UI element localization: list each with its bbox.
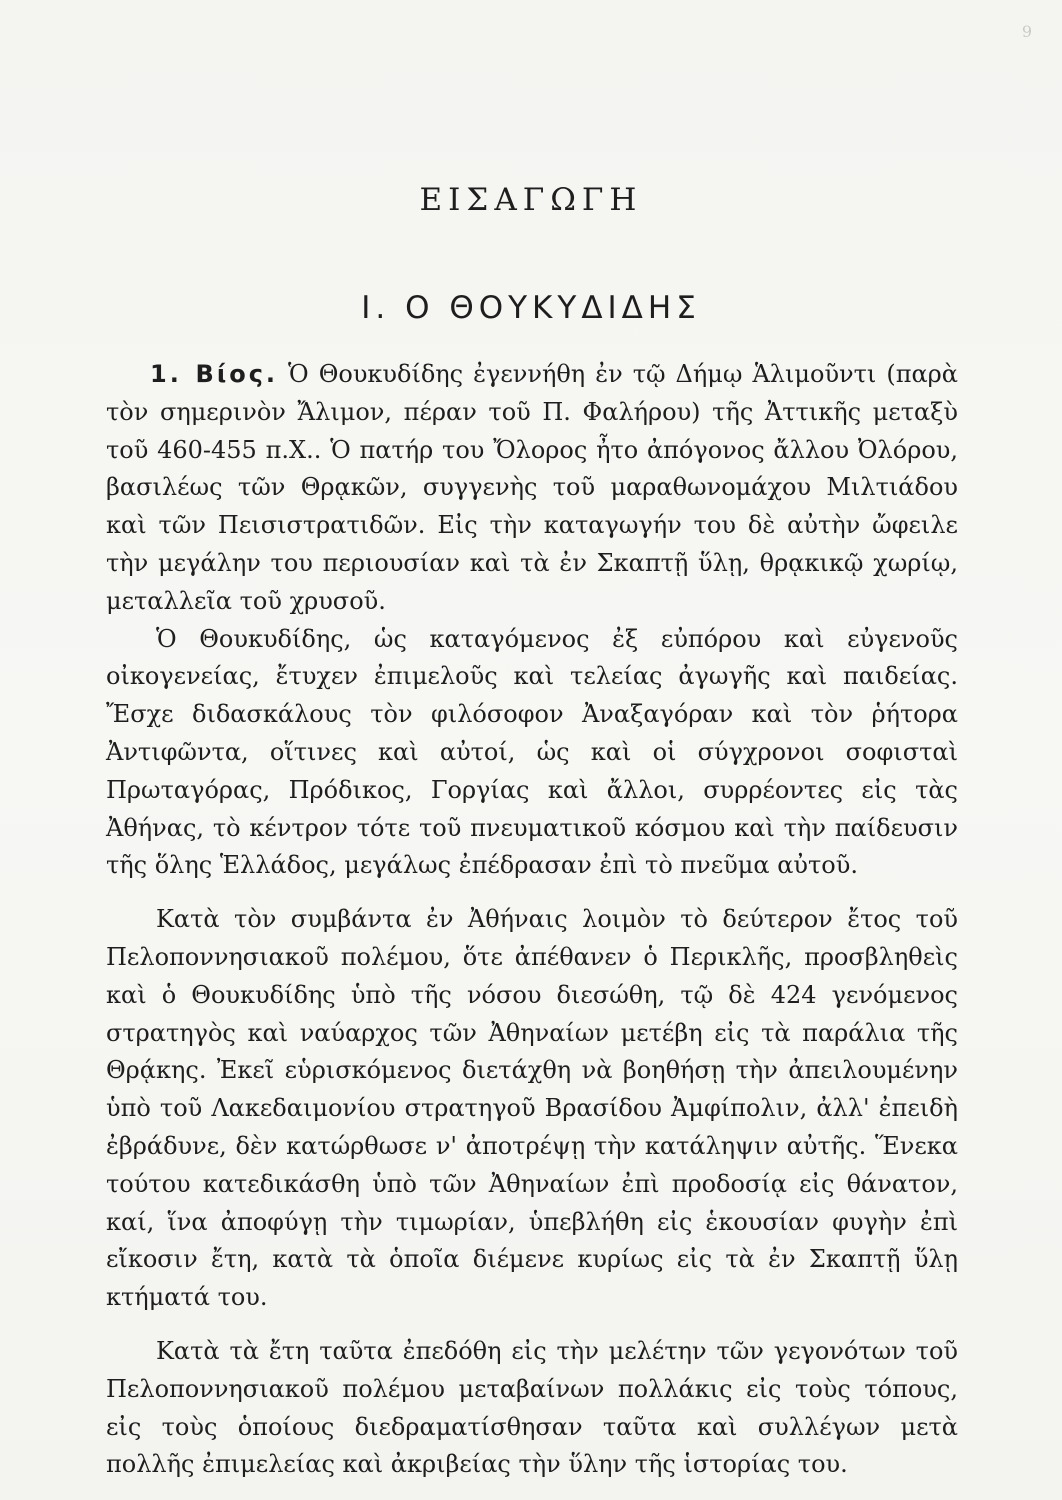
page-number: 9: [1021, 22, 1032, 41]
body-text: [106, 356, 958, 1484]
paragraph-research: [106, 1333, 958, 1484]
section-title: ΕΙΣΑΓΩΓΗ: [419, 182, 643, 218]
paragraph-text: Κατὰ τὸν συμβάντα ἐν Ἀθήναις λοιμὸν τὸ δεύτερον ἔτος τοῦ Πελοποννησιακοῦ πολέμου, ὅτε ἀπέθανεν ὁ Περικλῆς, προσβληθεὶς καὶ ὁ Θουκυδίδης ὑπὸ τῆς νόσου διεσώθη, τῷ δὲ 424 γενόμενος στρατηγὸς καὶ ναύαρχος τῶν Ἀθηναίων μετέβη εἰς τὰ παράλια τῆς Θρᾴκης. Ἐκεῖ εὑρισκόμενος διετάχθη νὰ βοηθήσῃ τὴν ἀπειλουμένην ὑπὸ τοῦ Λακεδαιμονίου στρατηγοῦ Βρασίδου Ἀμφίπολιν, ἀλλ' ἐπειδὴ ἐβράδυνε, δὲν κατώρθωσε ν' ἀποτρέψῃ τὴν κατάληψιν αὐτῆς. Ἕνεκα τούτου κατεδικάσθη ὑπὸ τῶν Ἀθηναίων ἐπὶ προδοσίᾳ εἰς θάνατον, καί, ἵνα ἀποφύγῃ τὴν τιμωρίαν, ὑπεβλήθη εἰς ἑκουσίαν φυγὴν ἐπὶ εἴκοσιν ἔτη, κατὰ τὰ ὁποῖα διέμενε κυρίως εἰς τὰ ἐν Σκαπτῇ ὕλῃ κτήματά του.: [106, 905, 958, 1312]
paragraph-heading: 1. Βίος.: [150, 360, 279, 388]
paragraph-spacer: [106, 1317, 958, 1333]
paragraph-text: Κατὰ τὰ ἔτη ταῦτα ἐπεδόθη εἰς τὴν μελέτην τῶν γεγονότων τοῦ Πελοποννησιακοῦ πολέμου μεταβαίνων πολλάκις εἰς τοὺς τόπους, εἰς τοὺς ὁποίους διεδραματίσθησαν ταῦτα καὶ συλλέγων μετὰ πολλῆς ἐπιμελείας καὶ ἀκριβείας τὴν ὕλην τῆς ἱστορίας του.: [106, 1336, 958, 1479]
paragraph-text: Ὁ Θουκυδίδης, ὡς καταγόμενος ἐξ εὐπόρου καὶ εὐγενοῦς οἰκογενείας, ἔτυχεν ἐπιμελοῦς καὶ τελείας ἀγωγῆς καὶ παιδείας. Ἔσχε διδασκάλους τὸν φιλόσοφον Ἀναξαγόραν καὶ τὸν ῥήτορα Ἀντιφῶντα, οἵτινες καὶ αὐτοί, ὡς καὶ οἱ σύγχρονοι σοφισταὶ Πρωταγόρας, Πρόδικος, Γοργίας καὶ ἄλλοι, συρρέοντες εἰς τὰς Ἀθήνας, τὸ κέντρον τότε τοῦ πνευματικοῦ κόσμου καὶ τὴν παίδευσιν τῆς ὅλης Ἑλλάδος, μεγάλως ἐπέδρασαν ἐπὶ τὸ πνεῦμα αὐτοῦ.: [106, 624, 958, 880]
paragraph-education: [106, 621, 958, 886]
paragraph-spacer: [106, 885, 958, 901]
paragraph-war-exile: [106, 901, 958, 1317]
paragraph-text: Ὁ Θουκυδίδης ἐγεννήθη ἐν τῷ Δήμῳ Ἁλιμοῦντι (παρὰ τὸν σημερινὸν Ἄλιμον, πέραν τοῦ Π. Φαλήρου) τῆς Ἀττικῆς μεταξὺ τοῦ 460-455 π.Χ.. Ὁ πατήρ του Ὄλορος ἦτο ἀπόγονος ἄλλου Ὀλόρου, βασιλέως τῶν Θρᾳκῶν, συγγενὴς τοῦ μαραθωνομάχου Μιλτιάδου καὶ τῶν Πεισιστρατιδῶν. Εἰς τὴν καταγωγήν του δὲ αὐτὴν ὤφειλε τὴν μεγάλην του περιουσίαν καὶ τὰ ἐν Σκαπτῇ ὕλῃ, θρᾳκικῷ χωρίῳ, μεταλλεῖα τοῦ χρυσοῦ.: [106, 360, 958, 615]
chapter-title: Ι. Ο ΘΟΥΚΥΔΙΔΗΣ: [361, 290, 701, 326]
paragraph-biography: [106, 356, 958, 621]
